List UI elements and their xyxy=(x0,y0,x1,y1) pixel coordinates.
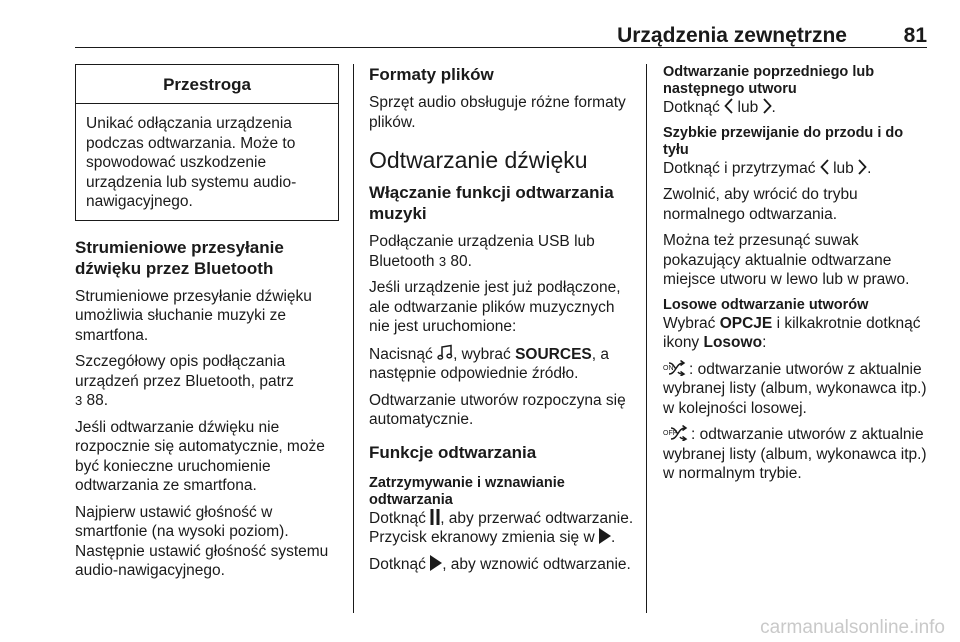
press-paragraph xyxy=(369,344,635,384)
formats-heading: Formaty plików xyxy=(369,65,494,84)
autoplay-paragraph: Odtwarzanie utworów rozpoczyna się automatycznie. xyxy=(369,391,626,428)
shuffle-off-text-desc: : odtwarzanie utworów z aktualnie wybranej listy (album, wykonawca itp.) w normalnym trybie. xyxy=(663,426,927,482)
page-header xyxy=(75,0,927,48)
fast-forward-or: lub xyxy=(833,159,854,177)
playback-heading: Odtwarzanie dźwięku xyxy=(369,147,588,173)
shuffle-text: Wybrać xyxy=(663,314,716,332)
press-text: Nacisnąć xyxy=(369,345,433,363)
header-rule xyxy=(75,47,927,48)
prev-next-text: Dotknąć xyxy=(663,99,720,116)
fast-forward-end: . xyxy=(867,159,872,177)
column-middle xyxy=(369,64,635,581)
shuffle-text-2: i kilkakrotnie dotknąć ikony xyxy=(663,314,921,351)
prev-next-heading: Odtwarzanie poprzedniego lub następnego utworu xyxy=(663,64,875,97)
pause-text: Dotknąć xyxy=(369,509,426,527)
pause-text-3: . xyxy=(611,529,616,546)
prev-next-end: . xyxy=(771,99,776,116)
column-left xyxy=(75,64,339,588)
bluetooth-intro: Strumieniowe przesyłanie dźwięku umożliwia słuchanie muzyki ze smartfona. xyxy=(75,287,312,344)
resume-text: Dotknąć xyxy=(369,555,426,573)
sources-label: SOURCES xyxy=(515,345,592,363)
shuffle-on-paragraph xyxy=(663,360,927,419)
pause-icon xyxy=(430,509,440,525)
shuffle-heading: Losowe odtwarzanie utworów xyxy=(663,296,869,313)
bluetooth-ref-text: Szczegółowy opis podłączania urządzeń przez Bluetooth, patrz xyxy=(75,353,294,390)
fast-forward-text: Dotknąć i przytrzymać xyxy=(663,159,816,177)
connect-paragraph xyxy=(369,232,635,271)
shuffle-off-icon xyxy=(663,425,691,441)
options-label: OPCJE xyxy=(719,314,773,332)
chevron-left-icon xyxy=(820,159,829,175)
reference-arrow-icon: 3 xyxy=(438,253,447,269)
shuffle-on-icon xyxy=(663,360,689,376)
shuffle-colon: : xyxy=(762,334,767,351)
slider-paragraph: Można też przesunąć suwak pokazujący aktualnie odtwarzane miejsce utworu w lewo lub w prawo. xyxy=(663,232,910,288)
column-divider-2 xyxy=(646,64,647,613)
pause-paragraph xyxy=(369,509,635,548)
functions-heading: Funkcje odtwarzania xyxy=(369,442,537,462)
enable-music-heading: Włączanie funkcji odtwarzania muzyki xyxy=(369,183,614,223)
chevron-right-icon xyxy=(858,159,867,175)
page-title: Urządzenia zewnętrzne xyxy=(617,24,847,47)
bluetooth-autostart: Jeśli odtwarzanie dźwięku nie rozpocznie się automatycznie, może być konieczne uruchomienie odtwarzania ze smartfona. xyxy=(75,418,325,494)
fast-forward-heading: Szybkie przewijanie do przodu i do tyłu xyxy=(663,124,904,158)
music-note-icon xyxy=(437,344,453,361)
warning-title: Przestroga xyxy=(76,65,338,104)
bluetooth-heading: Strumieniowe przesyłanie dźwięku przez Bluetooth xyxy=(75,237,284,278)
shuffle-on-text: ON xyxy=(663,364,674,372)
chevron-right-icon xyxy=(763,98,772,114)
shuffle-on-text-desc: : odtwarzanie utworów z aktualnie wybranej listy (album, wykonawca itp.) w kolejności losowej. xyxy=(663,360,927,417)
chevron-left-icon xyxy=(724,98,733,114)
play-icon xyxy=(430,555,442,571)
shuffle-off-text: OFF xyxy=(663,430,677,437)
shuffle-label: Losowo xyxy=(703,334,763,351)
prev-next-paragraph xyxy=(663,98,927,118)
column-right xyxy=(663,64,927,491)
connect-text: Podłączanie urządzenia USB lub Bluetooth xyxy=(369,233,595,270)
resume-text-2: , aby wznowić odtwarzanie. xyxy=(442,555,631,573)
page-reference-link[interactable]: 80. xyxy=(450,252,472,270)
formats-text: Sprzęt audio obsługuje różne formaty plików. xyxy=(369,94,626,131)
shuffle-off-paragraph xyxy=(663,425,927,484)
reference-arrow-icon: 3 xyxy=(75,393,83,408)
warning-text: Unikać odłączania urządzenia podczas odtwarzania. Może to spowodować uszkodzenie urządzenia lub systemu audio-nawigacyjnego. xyxy=(86,115,297,210)
pause-heading: Zatrzymywanie i wznawianie odtwarzania xyxy=(369,474,565,508)
column-divider-1 xyxy=(353,64,354,613)
press-text-3: , a następnie odpowiednie źródło. xyxy=(369,345,609,382)
connected-paragraph: Jeśli urządzenie jest już podłączone, ale odtwarzanie plików muzycznych nie jest uruchomione: xyxy=(369,279,621,335)
resume-paragraph xyxy=(369,555,635,575)
warning-box xyxy=(75,64,339,221)
bluetooth-volume: Najpierw ustawić głośność w smartfonie (na wysoki poziom). Następnie ustawić głośność systemu audio-nawigacyjnego. xyxy=(75,503,329,579)
release-paragraph: Zwolnić, aby wrócić do trybu normalnego odtwarzania. xyxy=(663,186,858,223)
page-number: 81 xyxy=(903,24,927,47)
bluetooth-ref-paragraph xyxy=(75,352,339,411)
press-text-2: , wybrać xyxy=(453,345,511,363)
play-icon xyxy=(599,528,611,544)
shuffle-paragraph xyxy=(663,314,927,353)
prev-next-or: lub xyxy=(737,99,759,116)
pause-text-2: , aby przerwać odtwarzanie. Przycisk ekranowy zmienia się w xyxy=(369,509,634,546)
page-reference-link[interactable]: 88. xyxy=(86,392,109,409)
fast-forward-paragraph xyxy=(663,159,927,179)
watermark: carmanualsonline.info xyxy=(760,617,945,638)
